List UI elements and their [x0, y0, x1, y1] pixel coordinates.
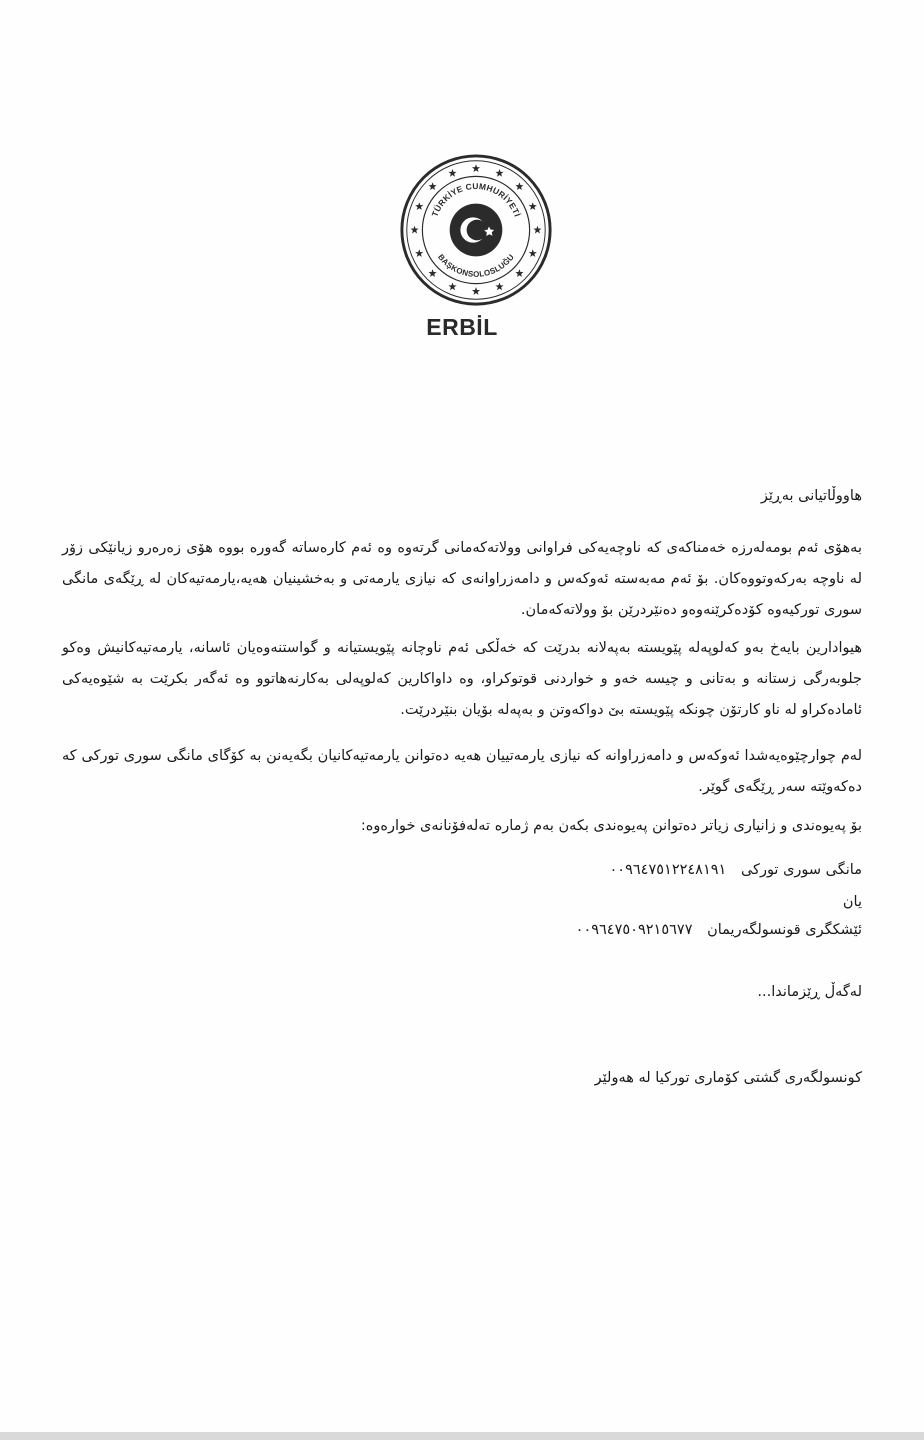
seal-inner-text: BAŞKONSOLOSLUĞU [436, 252, 516, 279]
seal-outer-text: TÜRKİYE CUMHURİYETİ [429, 181, 523, 219]
letter-paragraph-3: لەم چوارچێوەیەشدا ئەوکەس و دامەزراوانە کە نیازی یارمەتییان هەیە دەتوانن یارمەتیەکانیان بگەیەنن بە کۆگای مانگی سوری تورکی کە دەکەوێتە سەر ڕێگەی گوێر. [62, 748, 862, 795]
seal-star-icon [428, 182, 436, 190]
seal-star-icon [472, 287, 480, 295]
seal-star-icon [448, 282, 456, 290]
letter-closing: لەگەڵ ڕێزماندا... [757, 984, 862, 1000]
page-bottom-edge [0, 1432, 924, 1440]
consulate-city: ERBİL [426, 314, 498, 340]
seal-star-icon [529, 249, 537, 257]
seal-star-icon [515, 182, 523, 190]
seal-star-icon [448, 169, 456, 177]
letter-paragraph-1: بەهۆی ئەم بومەلەرزە خەمناکەی کە ناوچەیەکی فراوانی وولاتەکەمانی گرتەوە وە ئەم کارەساتە گەورە بووە هۆی زەرەرو زیانێکی زۆر لە ناوچە بەرکەوتووەکان. بۆ ئەم مەبەستە ئەوکەس و دامەزراوانەی کە نیازی یارمەتی و بەخشینیان هەیە،یارمەتیەکان لە ڕێگەی مانگی سوری تورکیەوە کۆدەکرێنەوەو دەنێردرێن بۆ وولاتەکەمان. [62, 540, 862, 618]
contact-line-consulate-duty [62, 922, 862, 938]
letter-salutation: هاووڵاتیانی بەڕێز [760, 488, 862, 504]
contact-intro: بۆ پەیوەندی و زانیاری زیاتر دەتوانن پەیوەندی بکەن بەم ژمارە تەلەفۆنانەی خوارەوە: [360, 818, 862, 834]
seal-star-icon [428, 269, 436, 277]
crescent-star-icon [450, 204, 503, 257]
seal-star-icon [533, 226, 541, 234]
consulate-seal [398, 152, 554, 308]
contact-phone: ٠٠٩٦٤٧٥٠٩٢١٥٦٧٧ [575, 922, 693, 938]
contact-label: مانگی سوری تورکی [740, 862, 862, 878]
seal-star-icon [529, 202, 537, 210]
seal-star-icon [472, 164, 480, 172]
seal-star-icon [415, 202, 423, 210]
seal-star-icon [515, 269, 523, 277]
seal-star-icon [410, 226, 418, 234]
contact-label: ئێشکگری قونسولگەریمان [707, 922, 862, 938]
seal-star-icon [415, 249, 423, 257]
letter-signature: کونسولگەری گشتی کۆماری تورکیا لە هەولێر [594, 1070, 862, 1086]
or-separator: یان [842, 894, 862, 910]
letter-paragraph-2: هیوادارین بایەخ بەو کەلوپەلە پێویستە بەپەلانە بدرێت کە خەڵکی ئەم ناوچانە پێویستیانە و گواستنەوەیان ئاسانە، یارمەتیەکانیش وەکو جلوبەرگی زستانە و بەتانی و چیسە خەو و خواردنی قوتوکراو، وە داواکارین کەلوپەلی بەکارنەهاتوو وە ئەگەر بکرێت بە شێوەیەکی ئامادەکراو لە ناو کارتۆن چونکە پێویستە بێ دواکەوتن و بەپەلە بۆیان بنێردرێت. [62, 640, 862, 718]
contact-line-red-crescent [62, 862, 862, 878]
contact-phone: ٠٠٩٦٤٧٥١٢٢٤٨١٩١ [609, 862, 727, 878]
seal-star-icon [495, 282, 503, 290]
seal-star-icon [495, 169, 503, 177]
